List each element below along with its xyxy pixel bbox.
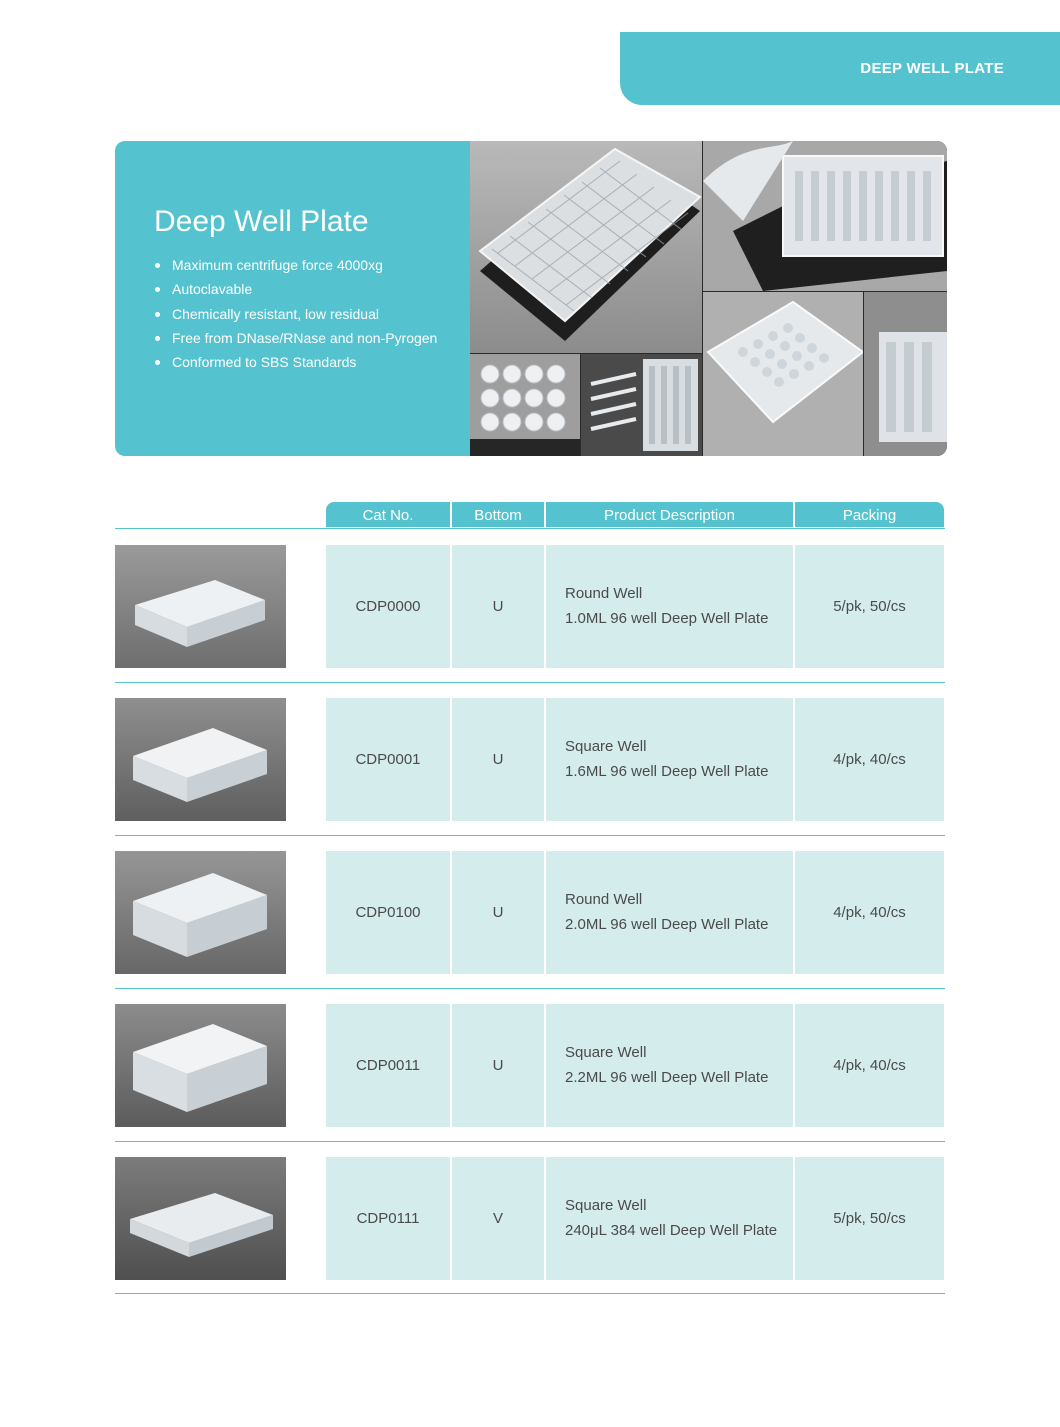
bottom-cell: U <box>452 698 544 821</box>
table-rule <box>115 528 945 529</box>
section-label: DEEP WELL PLATE <box>860 60 1004 77</box>
bottom-cell: U <box>452 1004 544 1127</box>
bottom-cell: U <box>452 545 544 668</box>
packing-cell: 5/pk, 50/cs <box>795 545 944 668</box>
description-well-type: Round Well <box>565 585 643 602</box>
feature-item: Conformed to SBS Standards <box>154 350 437 374</box>
header-product-description: Product Description <box>604 507 735 524</box>
table-row <box>0 545 1060 668</box>
packing-cell: 4/pk, 40/cs <box>795 1004 944 1127</box>
product-thumbnail <box>115 545 286 668</box>
description-well-type: Square Well <box>565 738 647 755</box>
packing-cell: 5/pk, 50/cs <box>795 1157 944 1280</box>
description-cell <box>546 545 793 668</box>
description-well-type: Square Well <box>565 1197 647 1214</box>
shallow-plate-photo <box>703 292 863 456</box>
table-row <box>0 1004 1060 1127</box>
product-thumbnail <box>115 851 286 974</box>
tubes-photo <box>581 354 702 456</box>
side-view-photo <box>864 292 947 456</box>
description-well-type: Round Well <box>565 891 643 908</box>
cat-no-cell: CDP0001 <box>326 698 450 821</box>
description-cell <box>546 1157 793 1280</box>
cat-no-cell: CDP0011 <box>326 1004 450 1127</box>
header-cat-no: Cat No. <box>362 507 414 524</box>
product-thumbnail <box>115 1004 286 1127</box>
description-detail: 2.0ML 96 well Deep Well Plate <box>565 916 769 933</box>
description-detail: 240μL 384 well Deep Well Plate <box>565 1222 778 1239</box>
section-tab <box>620 32 1060 105</box>
table-row <box>0 698 1060 821</box>
plate-grid-photo <box>470 141 702 353</box>
sealed-plate-photo <box>703 141 947 291</box>
table-rule <box>115 1141 945 1142</box>
feature-item: Maximum centrifuge force 4000xg <box>154 253 437 277</box>
table-rule <box>115 988 945 989</box>
product-thumbnail <box>115 698 286 821</box>
bottom-cell: U <box>452 851 544 974</box>
packing-cell: 4/pk, 40/cs <box>795 698 944 821</box>
description-detail: 1.6ML 96 well Deep Well Plate <box>565 763 769 780</box>
bottom-cell: V <box>452 1157 544 1280</box>
feature-item: Chemically resistant, low residual <box>154 302 437 326</box>
feature-item: Autoclavable <box>154 277 437 301</box>
table-rule <box>115 835 945 836</box>
cat-no-cell: CDP0000 <box>326 545 450 668</box>
table-rule <box>115 682 945 683</box>
description-detail: 2.2ML 96 well Deep Well Plate <box>565 1069 769 1086</box>
round-wells-photo <box>470 354 580 456</box>
cat-no-cell: CDP0111 <box>326 1157 450 1280</box>
description-cell <box>546 851 793 974</box>
table-rule <box>115 1293 945 1294</box>
description-well-type: Square Well <box>565 1044 647 1061</box>
description-cell <box>546 698 793 821</box>
header-bottom: Bottom <box>474 507 522 524</box>
product-photo-collage <box>470 141 947 456</box>
hero-title: Deep Well Plate <box>154 205 369 238</box>
feature-item: Free from DNase/RNase and non-Pyrogen <box>154 326 437 350</box>
hero-banner <box>115 141 947 456</box>
table-row <box>0 1157 1060 1280</box>
table-header <box>326 502 944 527</box>
product-thumbnail <box>115 1157 286 1280</box>
description-cell <box>546 1004 793 1127</box>
feature-list <box>154 253 437 374</box>
description-detail: 1.0ML 96 well Deep Well Plate <box>565 610 769 627</box>
table-row <box>0 851 1060 974</box>
cat-no-cell: CDP0100 <box>326 851 450 974</box>
packing-cell: 4/pk, 40/cs <box>795 851 944 974</box>
header-packing: Packing <box>842 507 897 524</box>
